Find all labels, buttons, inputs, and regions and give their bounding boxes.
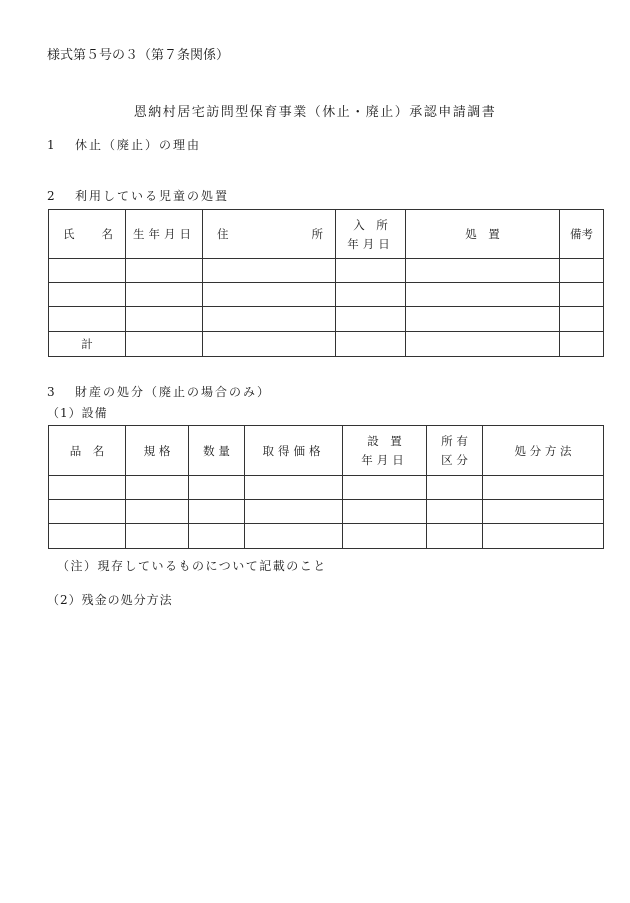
header-disposal-method: 処 分 方 法 <box>483 426 604 476</box>
header-address: 住 所 <box>203 210 336 259</box>
header-quantity: 数 量 <box>189 426 245 476</box>
facilities-table <box>48 425 604 549</box>
subsection-facilities: （1）設備 <box>47 406 108 420</box>
section-2-label: 利用している児童の処置 <box>75 189 230 203</box>
table-row <box>49 500 604 524</box>
header-spec: 規 格 <box>126 426 189 476</box>
section-2-number: 2 <box>47 189 55 203</box>
table-row <box>49 259 604 283</box>
table-row <box>49 476 604 500</box>
header-birthdate: 生年月日 <box>126 210 203 259</box>
table-header-row <box>49 426 604 476</box>
header-acquisition-price: 取得価格 <box>245 426 343 476</box>
section-2-heading <box>47 187 229 204</box>
section-3-heading <box>47 383 271 400</box>
table-row <box>49 524 604 549</box>
header-item-name: 品 名 <box>49 426 126 476</box>
header-admission-date: 入 所 年月日 <box>336 210 406 259</box>
subsection-remaining-funds: （2）残金の処分方法 <box>47 593 173 607</box>
note: （注）現存しているものについて記載のこと <box>57 559 327 573</box>
form-number: 様式第５号の３（第７条関係） <box>47 48 230 63</box>
table-row <box>49 283 604 307</box>
section-1-heading <box>47 136 201 153</box>
table-header-row <box>49 210 604 259</box>
table-row <box>49 307 604 332</box>
header-ownership: 所 有 区 分 <box>427 426 483 476</box>
section-3-label: 財産の処分（廃止の場合のみ） <box>75 385 272 399</box>
total-label: 計 <box>49 332 126 357</box>
header-installation-date: 設 置 年月日 <box>343 426 427 476</box>
header-remarks: 備考 <box>560 210 604 259</box>
document-title: 恩納村居宅訪問型保育事業（休止・廃止）承認申請調書 <box>133 105 497 120</box>
section-3-number: 3 <box>47 385 55 399</box>
section-1-number: 1 <box>47 138 55 152</box>
total-row <box>49 332 604 357</box>
header-name: 氏 名 <box>49 210 126 259</box>
header-disposition: 処 置 <box>406 210 560 259</box>
children-disposition-table <box>48 209 604 357</box>
section-1-label: 休止（廃止）の理由 <box>75 138 202 152</box>
